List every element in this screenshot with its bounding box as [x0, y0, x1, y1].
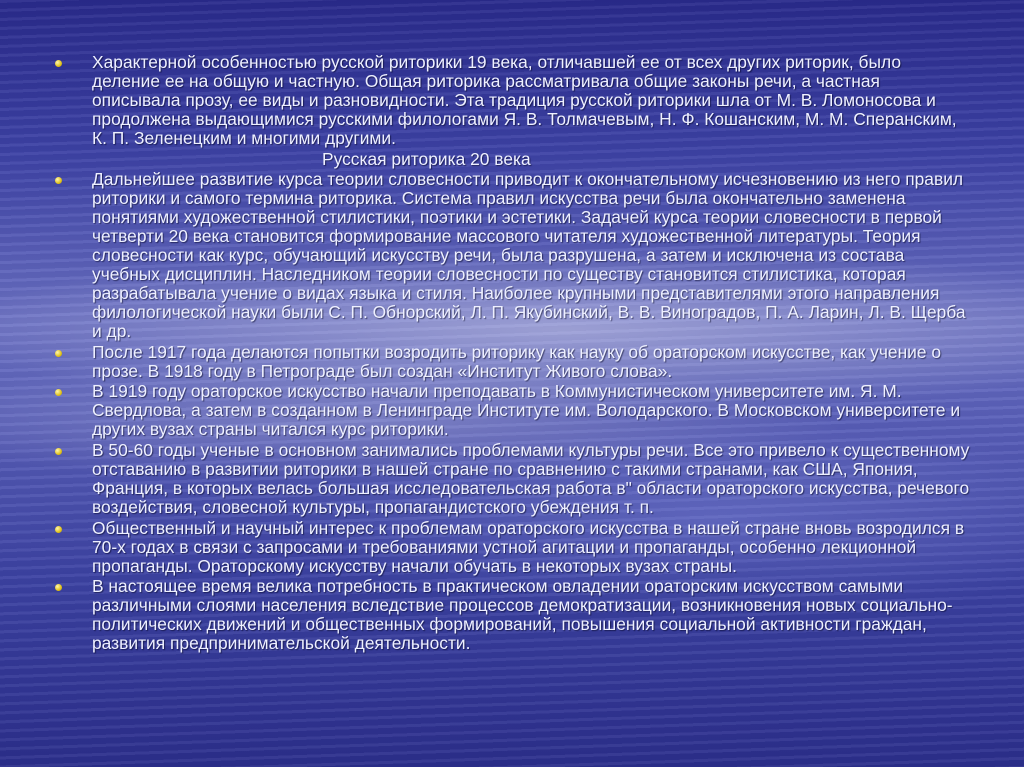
- slide-content: [55, 53, 970, 655]
- paragraph-text: В настоящее время велика потребность в практическом овладении ораторским искусством самыми различными слоями населения вследствие процессов демократизации, возникновения новых социально-политических движений и общественных формирований, повышения социальной активности граждан, развития предпринимательской деятельности.: [92, 576, 953, 654]
- bullet-icon: [55, 60, 62, 67]
- paragraph-text: Дальнейшее развитие курса теории словесности приводит к окончательному исчезновению из него правил риторики и самого термина риторика. Система правил искусства речи была окончательно заменена понятиями художественной стилистики, поэтики и эстетики. Задачей курса теории словесности в первой четверти 20 века становится формирование массового читателя художественной литературы. Теория словесности как курс, обучающий искусству речи, была разрушена, а затем и исключена из состава учебных дисциплин. Наследником теории словесности по существу становится стилистика, которая разрабатывала учение о видах языка и стиля. Наиболее крупными представителями этого направления филологической науки были С. П. Обнорский, Л. П. Якубинский, В. В. Виноградов, П. А. Ларин, Л. В. Щерба и др.: [92, 169, 966, 341]
- bullet-icon: [55, 389, 62, 396]
- bullet-item: [55, 441, 970, 517]
- bullet-icon: [55, 448, 62, 455]
- paragraph-text: В 1919 году ораторское искусство начали преподавать в Коммунистическом университете им. Я. М. Свердлова, а затем в созданном в Ленинграде Институте им. Володарского. В Московском университете и других вузах страны читался курс риторики.: [92, 381, 961, 440]
- bullet-icon: [55, 177, 62, 184]
- bullet-item: [55, 343, 970, 381]
- section-subheading: Русская риторика 20 века: [322, 148, 531, 169]
- bullet-item: [55, 53, 970, 148]
- bullet-icon: [55, 526, 62, 533]
- bullet-item: [55, 170, 970, 340]
- paragraph-text: После 1917 года делаются попытки возродить риторику как науку об ораторском искусстве, как учение о прозе. В 1918 году в Петрограде был создан «Институт Живого слова».: [92, 341, 942, 381]
- paragraph-text: Характерной особенностью русской риторики 19 века, отличавшей ее от всех других риторик, было деление ее на общую и частную. Общая риторика рассматривала общие законы речи, а частная описывала прозу, ее виды и разновидности. Эта традиция русской риторики шла от М. В. Ломоносова и продолжена выдающимися русскими филологами Я. В. Толмачевым, Н. Ф. Кошанским, М. М. Сперанским, К. П. Зеленецким и многими другими.: [92, 52, 957, 148]
- bullet-item: [55, 382, 970, 439]
- bullet-item: [55, 577, 970, 653]
- bullet-icon: [55, 584, 62, 591]
- bullet-icon: [55, 350, 62, 357]
- paragraph-text: Общественный и научный интерес к проблемам ораторского искусства в нашей стране вновь возродился в 70-х годах в связи с запросами и требованиями устной агитации и пропаганды, особенно лекционной пропаганды. Ораторскому искусству начали обучать в некоторых вузах страны.: [92, 517, 965, 576]
- paragraph-text: В 50-60 годы ученые в основном занимались проблемами культуры речи. Все это привело к существенному отставанию в развитии риторики в нашей стране по сравнению с такими странами, как США, Япония, Франция, в которых велась большая исследовательская работа в" области ораторского искусства, речевого воздействия, словесной культуры, пропагандистского убеждения т. п.: [92, 440, 970, 517]
- bullet-item: [55, 519, 970, 576]
